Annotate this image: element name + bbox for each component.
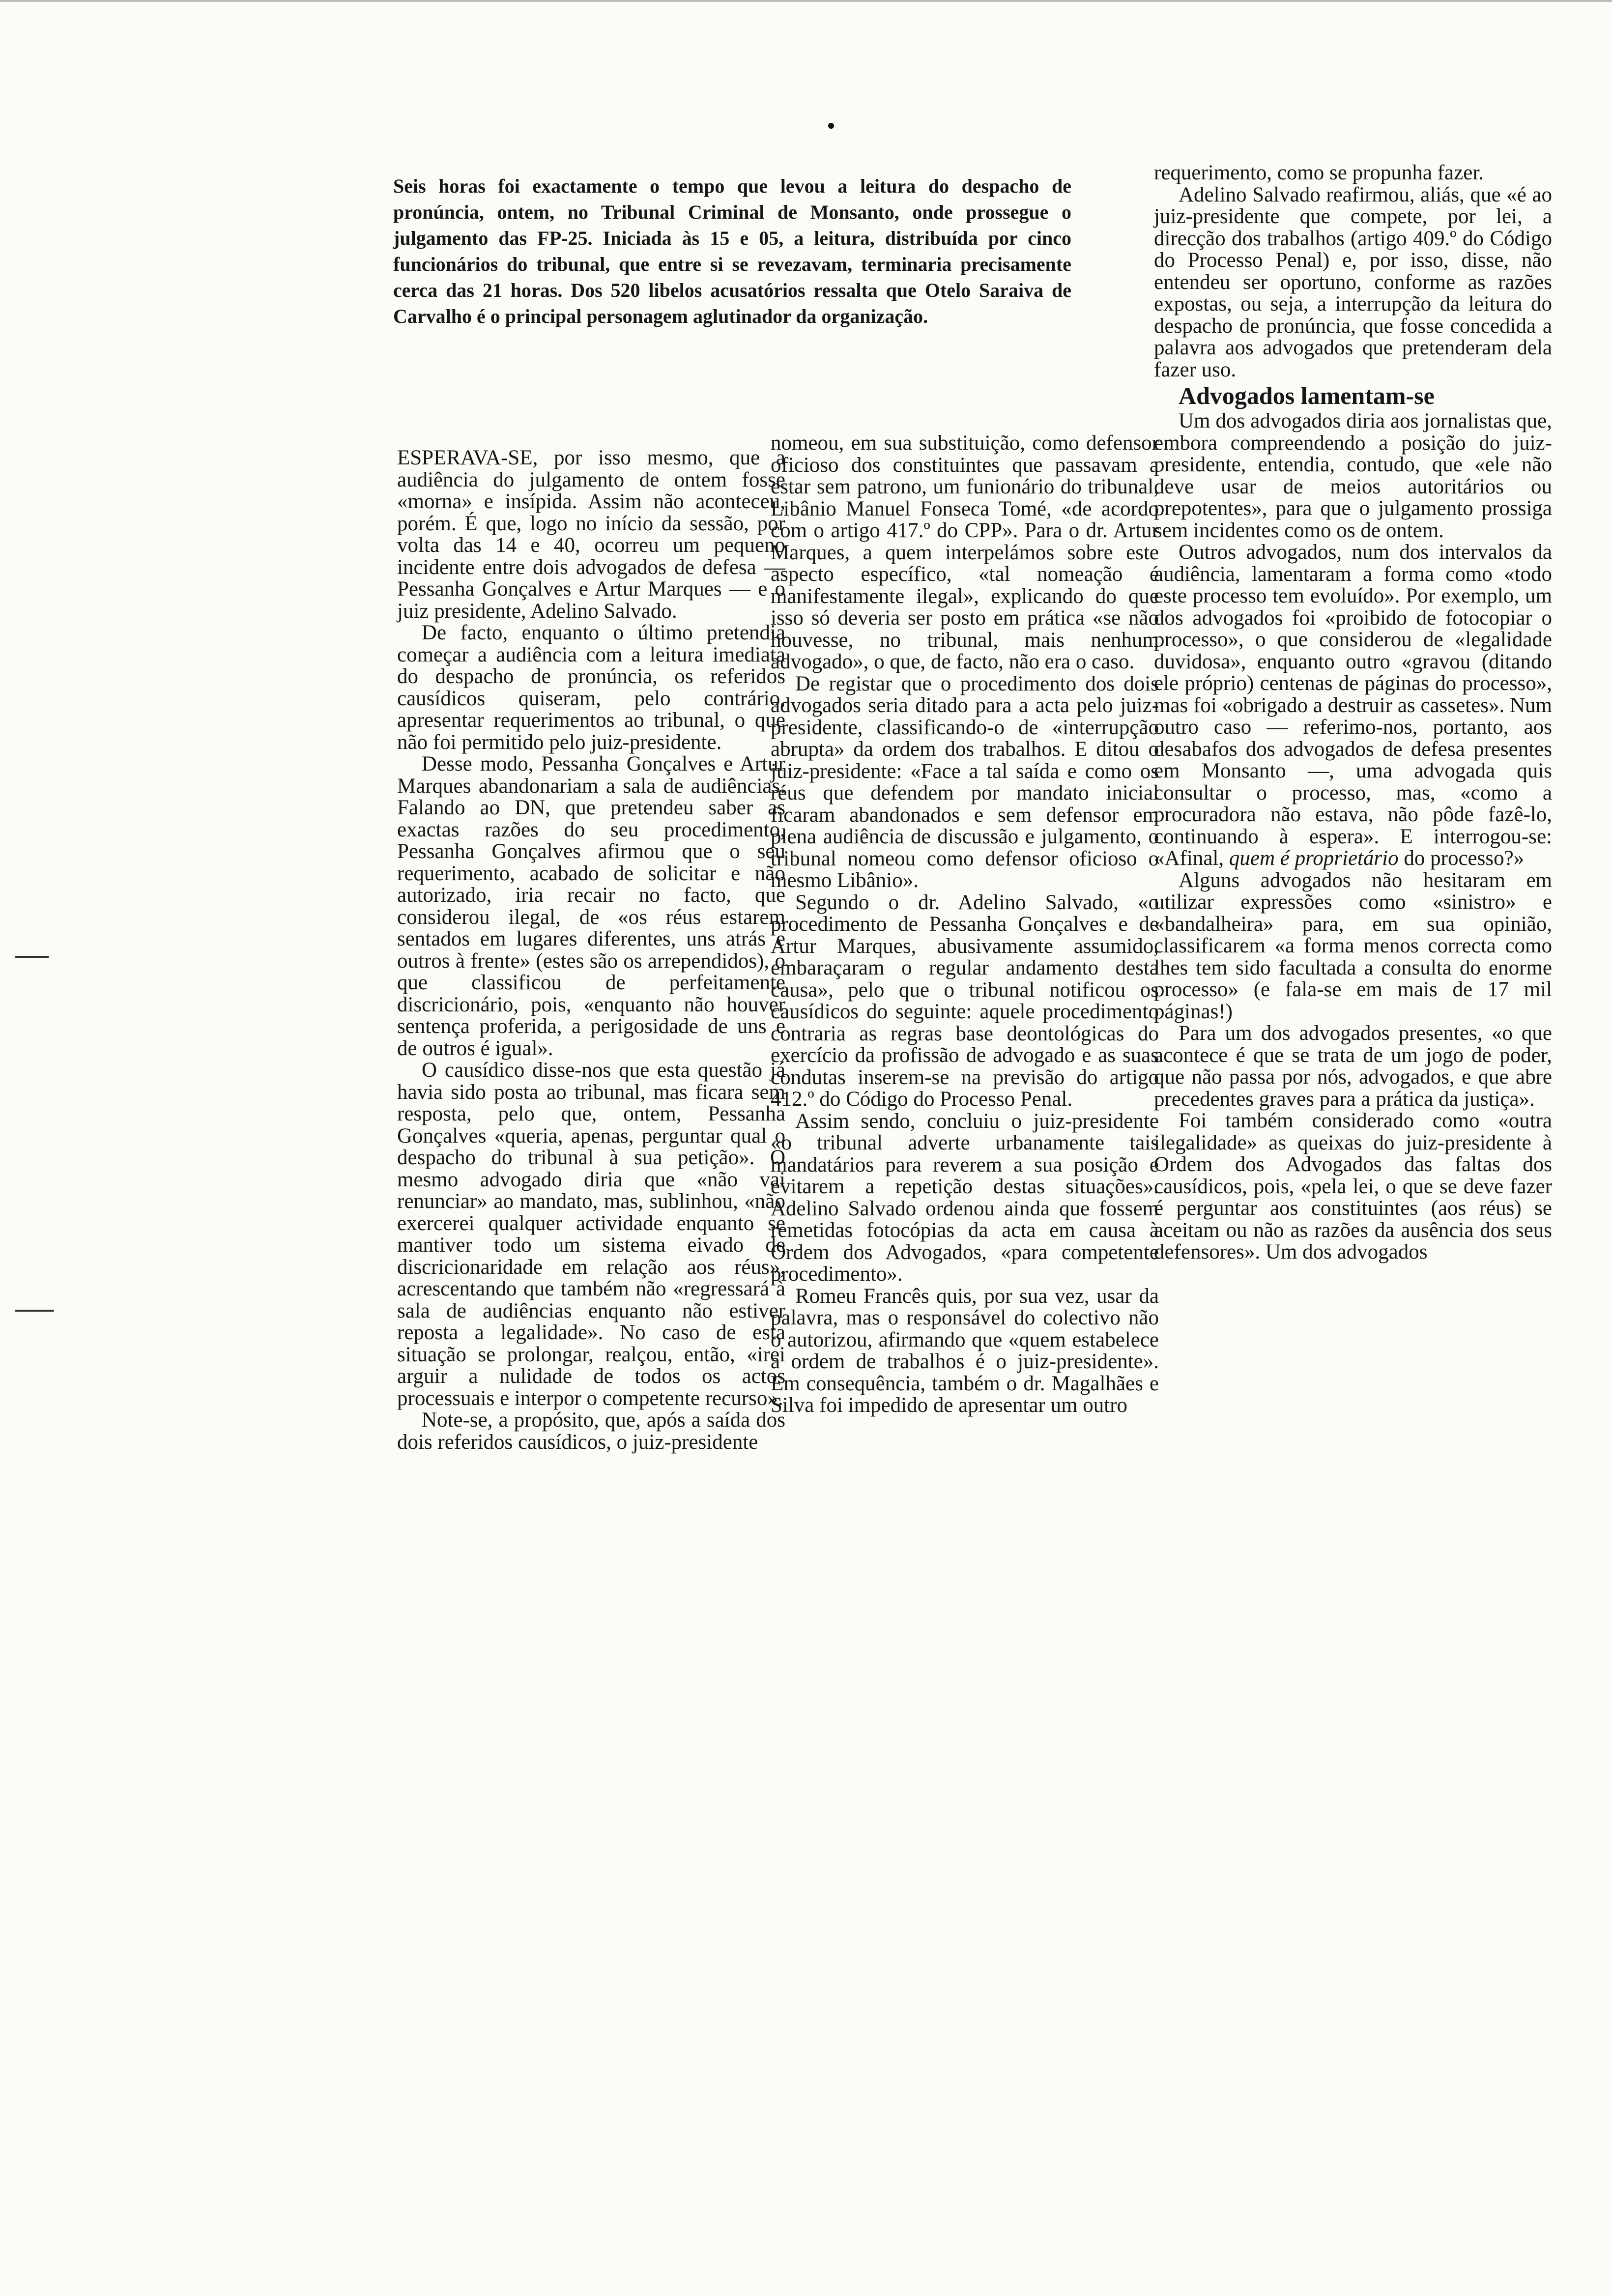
- section-heading: Advogados lamentam-se: [1179, 382, 1435, 409]
- paragraph: Note-se, a propósito, que, após a saída dos dois referidos causídicos, o juiz-presidente: [397, 1408, 785, 1454]
- quote-lead-in: continuando à espera». E interrogou-se: «Afinal,: [1154, 825, 1552, 870]
- scan-top-edge: [0, 0, 1612, 2]
- ink-dot: [828, 123, 834, 129]
- quote-tail: do processo?»: [1398, 847, 1525, 870]
- paragraph: Desse modo, Pessanha Gonçalves e Artur Marques abandonariam a sala de audiências. Falando ao DN, que pretendeu saber as exactas razões do seu procedimento, Pessanha Gonçalves afirmou que o seu requerimento, acabado de solicitar e não autorizado, iria recair no facto, que considerou ilegal, de «os réus estarem sentados em lugares diferentes, uns atrás e outros à frente» (estes são os arrependidos), o que classificou de perfeitamente discricionário, pois, «enquanto não houver sentença proferida, a perigosidade de uns e de outros é igual».: [397, 752, 785, 1060]
- paragraph: Outros advogados, num dos intervalos da audiência, lamentaram a forma como «todo este processo tem evoluído». Por exemplo, um dos advogados foi «proibido de fotocopiar o processo», o que considerou de «legalidade duvidosa», enquanto outro «gravou (ditando ele próprio) centenas de páginas do processo», mas foi «obrigado a destruir as cassetes». Num outro caso — referimo-nos, portanto, aos desabafos dos advogados de defesa presentes em Monsanto —, uma advogada quis consultar o processo, mas, «como a procuradora não estava, não pôde fazê-lo, continuando à espera». E interrogou-se: «Afinal, quem é proprietário do processo?»: [1154, 541, 1552, 870]
- paragraph: nomeou, em sua substituição, como defensor oficioso dos constituintes que passavam a estar sem patrono, um funionário do tribunal, Libânio Manuel Fonseca Tomé, «de acordo com o artigo 417.º do CPP». Para o dr. Artur Marques, a quem interpelámos sobre este aspecto específico, «tal nomeação é manifestamente ilegal», explicando do que isso só deveria ser posto em prática «se não houvesse, no tribunal, mais nenhum advogado», o que, de facto, não era o caso.: [771, 431, 1159, 673]
- paragraph: Foi também considerado como «outra ilegalidade» as queixas do juiz-presidente à Ordem dos Advogados das faltas dos causídicos, pois, «pela lei, o que se deve fazer é perguntar aos constituintes (aos réus) se aceitam ou não as razões da ausência dos seus defensores». Um dos advogados: [1154, 1109, 1552, 1263]
- paragraph: Romeu Francês quis, por sua vez, usar da palavra, mas o responsável do colectivo não o autorizou, afirmando que «quem estabelece a ordem de trabalhos é o juiz-presidente». Em consequência, também o dr. Magalhães e Silva foi impedido de apresentar um outro: [771, 1284, 1159, 1417]
- scan-margin-mark: [15, 1310, 54, 1312]
- paragraph: Segundo o dr. Adelino Salvado, «o procedimento de Pessanha Gonçalves e de Artur Marques, abusivamente assumido, embaraçaram o regular andamento desta causa», pelo que o tribunal notificou os causídicos do seguinte: aquele procedimento contraria as regras base deontológicas do exercício da profissão de advogado e as suas condutas inserem-se na previsão do artigo 412.º do Código do Processo Penal.: [771, 890, 1159, 1111]
- paragraph: Adelino Salvado reafirmou, aliás, que «é ao juiz-presidente que compete, por lei, a direcção dos trabalhos (artigo 409.º do Código do Processo Penal) e, por isso, disse, não entendeu ser oportuno, conforme as razões expostas, ou seja, a interrupção da leitura do despacho de pronúncia, que fosse concedida a palavra aos advogados que pretenderam dela fazer uso.: [1154, 183, 1552, 381]
- paragraph: Um dos advogados diria aos jornalistas que, embora compreendendo a posição do juiz-presidente, entendia, contudo, que «ele não deve usar de meios autoritários ou prepotentes», para que o julgamento prossiga sem incidentes como os de ontem.: [1154, 409, 1552, 542]
- article-column-1: [397, 447, 785, 1453]
- paragraph: De facto, enquanto o último pretendia começar a audiência com a leitura imediata do despacho de pronúncia, os referidos causídicos quiseram, pelo contrário, apresentar requerimentos ao tribunal, o que não foi permitido pelo juiz-presidente.: [397, 621, 785, 754]
- paragraph: Assim sendo, concluiu o juiz-presidente «o tribunal adverte urbanamente tais mandatários para reverem a sua posição e evitarem a repetição destas situações». Adelino Salvado ordenou ainda que fossem remetidas fotocópias da acta em causa à Ordem dos Advogados, «para competente procedimento».: [771, 1109, 1159, 1286]
- paragraph: O causídico disse-nos que esta questão já havia sido posta ao tribunal, mas ficara sem resposta, pelo que, ontem, Pessanha Gonçalves «queria, apenas, perguntar qual o despacho do tribunal à sua petição». O mesmo advogado diria que «não vai renunciar» ao mandato, mas, sublinhou, «não exercerei qualquer actividade enquanto se mantiver todo um sistema eivado de discricionaridade em relação aos réus», acrescentando que também não «regressará à sala de audiências enquanto não estiver reposta a legalidade». No caso de esta situação se prolongar, realçou, então, «irei arguir a nulidade de todos os actos processuais e interpor o competente recurso».: [397, 1059, 785, 1410]
- paragraph: Alguns advogados não hesitaram em utilizar expressões como «sinistro» e «bandalheira» para, em sua opinião, classificarem «a forma menos correcta como lhes tem sido facultada a consulta do enorme processo» (e fala-se em mais de 17 mil páginas!): [1154, 868, 1552, 1023]
- paragraph: ESPERAVA-SE, por isso mesmo, que a audiência do julgamento de ontem fosse «morna» e insípida. Assim não aconteceu, porém. É que, logo no início da sessão, por volta das 14 e 40, ocorreu um pequeno incidente entre dois advogados de defesa — Pessanha Gonçalves e Artur Marques — e o juiz presidente, Adelino Salvado.: [397, 446, 785, 623]
- paragraph: Para um dos advogados presentes, «o que acontece é que se trata de um jogo de poder, que não passa por nós, advogados, e que abre precedentes graves para a prática da justiça».: [1154, 1022, 1552, 1111]
- article-column-2: [771, 432, 1159, 1417]
- quote-emphasis: quem é proprietário: [1229, 847, 1399, 870]
- paragraph: De registar que o procedimento dos dois advogados seria ditado para a acta pelo juiz-presidente, classificando-o de «interrupção abrupta» da ordem dos trabalhos. E ditou o juiz-presidente: «Face a tal saída e como os réus que defendem por mandato inicial ficaram abandonados e sem defensor em plena audiência de discussão e julgamento, o tribunal nomeou como defensor oficioso o mesmo Libânio».: [771, 672, 1159, 892]
- article-lead: Seis horas foi exactamente o tempo que levou a leitura do despacho de pronúncia, ontem, no Tribunal Criminal de Monsanto, onde prossegue o julgamento das FP-25. Iniciada às 15 e 05, a leitura, distribuída por cinco funcionários do tribunal, que entre si se revezavam, terminaria precisamente cerca das 21 horas. Dos 520 libelos acusatórios ressalta que Otelo Saraiva de Carvalho é o principal personagem aglutinador da organização.: [393, 175, 1071, 327]
- scan-margin-mark: [15, 956, 49, 958]
- article-column-3: [1154, 162, 1552, 1263]
- paragraph: requerimento, como se propunha fazer.: [1154, 161, 1484, 184]
